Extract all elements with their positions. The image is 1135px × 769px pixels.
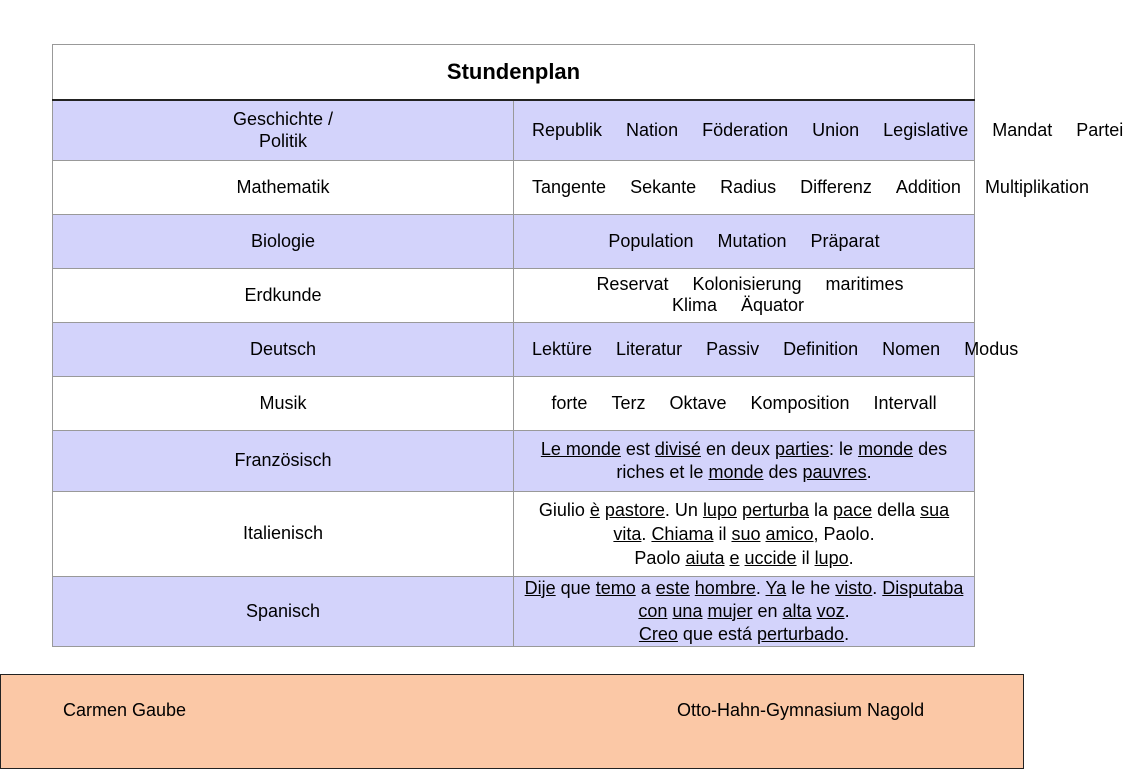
sentence-text: des [763,461,803,482]
vocab-word: Lektüre [532,338,593,359]
subject-label: Französisch [53,430,514,491]
sentence-text: . [844,600,850,621]
vocab-word: Differenz [800,176,872,197]
vocab-cell [514,376,975,430]
row-erdkunde [53,268,975,322]
vocab-word: Radius [720,176,777,197]
vocab-word: Sekante [630,176,697,197]
row-franzoesisch [53,430,975,491]
vocab-word: Mutation [717,230,787,251]
table-title: Stundenplan [53,45,975,101]
footer-bar [0,674,1024,769]
subject-label: Biologie [53,214,514,268]
vocab-word: monde [708,461,764,482]
vocab-word: Nomen [882,338,941,359]
vocab-word: Ya [765,577,787,598]
vocab-cell [514,160,1089,214]
vocab-word: uccide [744,547,797,568]
sentence-text: Paolo [634,547,686,568]
vocab-word: alta [782,600,812,621]
vocab-word: Oktave [669,392,727,413]
vocab-word: Population [608,230,694,251]
vocab-word: Intervall [873,392,937,413]
vocab-word: visto [835,577,873,598]
vocab-word: vita [613,523,642,544]
vocab-word: è [589,499,600,520]
subject-label: Erdkunde [53,268,514,322]
subject-label: Mathematik [53,160,514,214]
sentence-text: que está [677,623,757,644]
vocab-word: lupo [702,499,737,520]
vocab-word: Dije [524,577,556,598]
schedule-table [52,44,1124,647]
subject-cell [53,100,514,160]
vocab-cell [514,100,1124,160]
vocab-word: temo [595,577,636,598]
sentence-text: en deux [700,438,776,459]
sentence-text: il [796,547,815,568]
sentence-cell [514,576,975,646]
vocab-word: Passiv [706,338,760,359]
row-mathematik [53,160,975,214]
vocab-word: perturba [741,499,810,520]
sentence-text: . [848,547,854,568]
vocab-word: Chiama [651,523,714,544]
vocab-word: Disputaba [882,577,964,598]
subject-label: Italienisch [53,491,514,576]
vocab-word: Modus [964,338,1019,359]
vocab-word: lupo [814,547,849,568]
sentence-text: : le [829,438,859,459]
vocab-word: pastore [604,499,665,520]
vocab-word: forte [551,392,588,413]
vocab-word: e [729,547,740,568]
vocab-word: voz [816,600,845,621]
vocab-word: Definition [783,338,859,359]
sentence-text: , Paolo. [813,523,875,544]
sentence-text: . Un [664,499,703,520]
vocab-word: maritimes Klima [671,274,904,315]
sentence-text: que [555,577,596,598]
vocab-word: Literatur [616,338,683,359]
vocab-word: divisé [654,438,701,459]
vocab-word: amico [765,523,814,544]
vocab-word: Tangente [532,176,607,197]
sentence-text: . [866,461,872,482]
vocab-word: Union [812,119,860,140]
vocab-word: monde [858,438,914,459]
subject-label: Musik [53,376,514,430]
row-deutsch [53,322,975,376]
row-geschichte [53,100,975,160]
sentence-text: della [872,499,921,520]
vocab-word: mujer [707,600,753,621]
vocab-word: aiuta [685,547,725,568]
school-name: Otto-Hahn-Gymnasium Nagold [677,700,925,720]
sentence-cell [514,491,975,576]
vocab-cell [514,268,975,322]
vocab-word: Le monde [540,438,621,459]
sentence-text: des riches et le [616,438,948,482]
row-italienisch [53,491,975,576]
vocab-word: hombre [694,577,756,598]
sentence-text: a [635,577,656,598]
vocab-word: Addition [895,176,961,197]
vocab-word: Multiplikation [984,176,1089,197]
row-musik [53,376,975,430]
vocab-cell [514,322,1019,376]
sentence-text: en [752,600,783,621]
vocab-word: con [638,600,668,621]
vocab-word: suo [731,523,761,544]
vocab-cell [514,214,975,268]
vocab-word: Nation [626,119,679,140]
sentence-cell [514,430,975,491]
vocab-word: Creo [638,623,678,644]
vocab-word: pace [833,499,873,520]
vocab-word: este [655,577,690,598]
vocab-word: Äquator [740,295,805,315]
sentence-text: la [809,499,834,520]
sentence-text: il [713,523,732,544]
vocab-word: Partei [1076,119,1124,140]
vocab-word: Reservat [596,274,669,294]
subject-label-line1: Geschichte / [232,109,334,130]
sentence-text: . [641,523,652,544]
sentence-text: Giulio [538,499,590,520]
vocab-word: Terz [611,392,646,413]
sentence-text: le he [786,577,836,598]
vocab-word: Legislative [883,119,969,140]
vocab-word: Republik [532,119,603,140]
row-spanisch [53,576,975,646]
vocab-word: Föderation [702,119,789,140]
vocab-word: Mandat [992,119,1053,140]
sentence-text: est [620,438,655,459]
author-name: Carmen Gaube [63,700,187,720]
vocab-word: parties [775,438,830,459]
subject-label: Spanisch [53,576,514,646]
vocab-word: perturbado [756,623,845,644]
subject-label: Deutsch [53,322,514,376]
sentence-text: . [755,577,766,598]
sentence-text: . [844,623,850,644]
vocab-word: Komposition [750,392,850,413]
vocab-word: Kolonisierung [692,274,802,294]
subject-label-line2: Politik [258,131,307,152]
sentence-text: . [872,577,883,598]
vocab-word: una [672,600,703,621]
row-biologie [53,214,975,268]
vocab-word: sua [920,499,950,520]
vocab-word: Präparat [810,230,880,251]
vocab-word: pauvres [802,461,867,482]
